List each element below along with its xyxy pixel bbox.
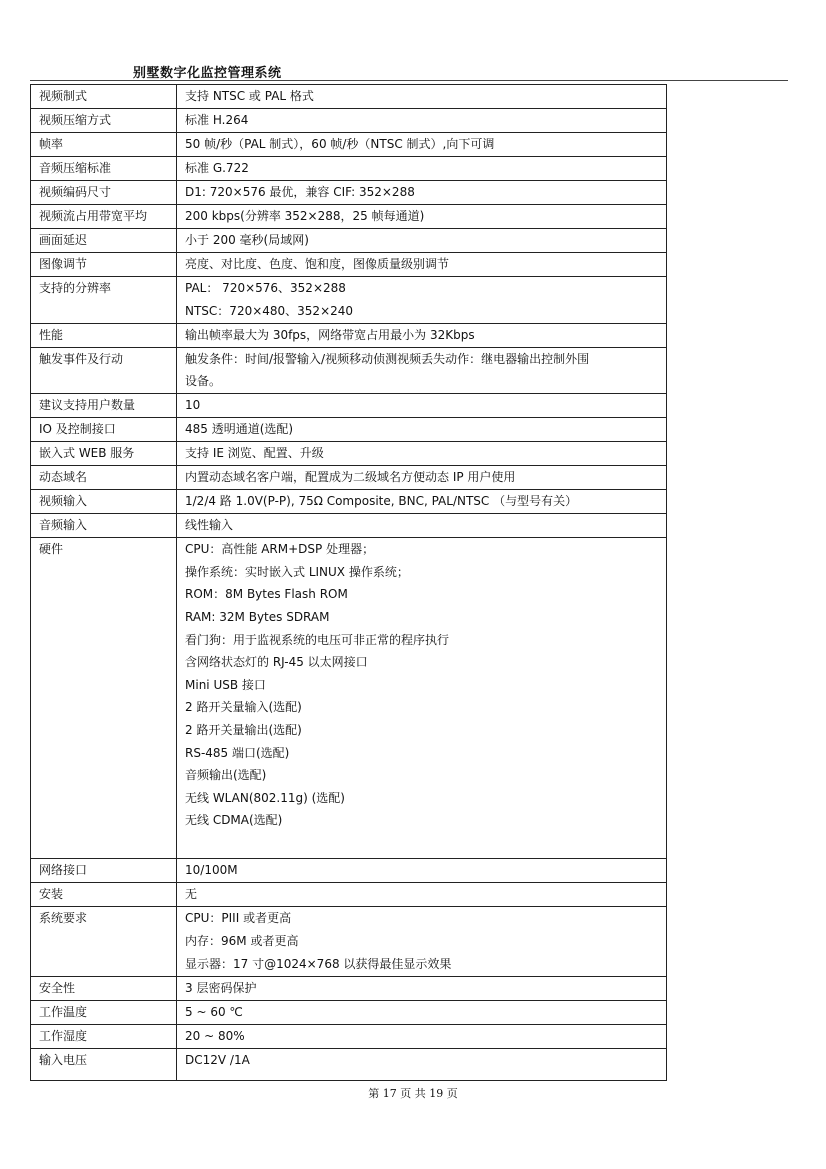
spec-value-line: RS-485 端口(选配) [185,745,290,760]
page-number: 第 17 页 共 19 页 [368,1087,458,1100]
spec-label: 系统要求 [31,907,177,976]
table-row [31,514,667,538]
spec-value [177,229,667,253]
spec-value-line: CPU：高性能 ARM+DSP 处理器； [185,542,375,557]
spec-value-line: DC12V /1A [185,1052,250,1067]
spec-label: 音频输入 [31,514,177,538]
spec-value-line: 200 kbps(分辨率 352×288，25 帧每通道) [185,209,425,223]
spec-value-line: 5 ~ 60 ℃ [185,1004,243,1019]
spec-value-line: 无线 CDMA(选配) [185,813,283,828]
spec-value-line: 2 路开关量输入(选配) [185,700,302,715]
table-row [31,394,667,418]
spec-value [177,157,667,181]
spec-label: 安全性 [31,976,177,1000]
spec-value-line: NTSC：720×480、352×240 [185,303,354,318]
table-row [31,181,667,205]
spec-label: 视频制式 [31,85,177,109]
spec-value-line: Mini USB 接口 [185,677,266,692]
spec-label: 硬件 [31,538,177,859]
spec-value [177,976,667,1000]
spec-label: 视频输入 [31,490,177,514]
table-row [31,538,667,859]
spec-value [177,85,667,109]
spec-label: 图像调节 [31,253,177,277]
spec-label: 支持的分辨率 [31,277,177,324]
spec-value-line: 看门狗：用于监视系统的电压可非正常的程序执行 [185,632,450,647]
spec-value-line: 触发条件：时间/报警输入/视频移动侦测视频丢失动作：继电器输出控制外围 [185,351,590,366]
spec-value [177,907,667,976]
spec-value-line: 输出帧率最大为 30fps，网络带宽占用最小为 32Kbps [185,327,475,342]
spec-label: 画面延迟 [31,229,177,253]
spec-value-line: 标准 G.722 [185,161,249,175]
spec-value-line: 支持 IE 浏览、配置、升级 [185,446,324,461]
table-row [31,442,667,466]
table-row [31,1000,667,1024]
spec-value [177,347,667,394]
spec-value [177,538,667,859]
spec-value-line: 2 路开关量输出(选配) [185,722,302,737]
table-row [31,229,667,253]
spec-label: 视频压缩方式 [31,109,177,133]
table-row [31,347,667,394]
spec-value [177,883,667,907]
table-row [31,323,667,347]
spec-value-line: 485 透明通道(选配) [185,422,294,437]
document-header-title: 别墅数字化监控管理系统 [133,66,282,81]
spec-value-line: 1/2/4 路 1.0V(P-P), 75Ω Composite, BNC, PAL/NTSC （与型号有关） [185,494,578,509]
spec-value-line: 音频输出(选配) [185,768,267,783]
spec-value-line: 显示器：17 寸@1024×768 以获得最佳显示效果 [185,956,452,971]
spec-label: 性能 [31,323,177,347]
spec-label: 嵌入式 WEB 服务 [31,442,177,466]
table-row [31,109,667,133]
spec-value-line: 含网络状态灯的 RJ-45 以太网接口 [185,655,368,670]
spec-value-line: 亮度、对比度、色度、饱和度，图像质量级别调节 [185,257,450,271]
spec-value [177,490,667,514]
spec-value-line: 操作系统：实时嵌入式 LINUX 操作系统； [185,564,409,579]
table-row [31,859,667,883]
table-row [31,466,667,490]
spec-value [177,466,667,490]
spec-value [177,514,667,538]
spec-label: 工作湿度 [31,1024,177,1048]
spec-value [177,253,667,277]
table-row [31,205,667,229]
table-row [31,253,667,277]
table-row [31,1024,667,1048]
spec-value [177,1000,667,1024]
table-row [31,1048,667,1080]
spec-value [177,109,667,133]
spec-value-line: 10/100M [185,863,238,878]
spec-value-line: RAM: 32M Bytes SDRAM [185,609,330,624]
table-row [31,85,667,109]
spec-label: 音频压缩标准 [31,157,177,181]
spec-value [177,859,667,883]
spec-value [177,1024,667,1048]
table-row [31,976,667,1000]
table-row [31,490,667,514]
spec-label: IO 及控制接口 [31,418,177,442]
spec-value-line: 内存：96M 或者更高 [185,933,299,948]
spec-value-line: D1: 720×576 最优，兼容 CIF: 352×288 [185,185,415,199]
spec-value [177,442,667,466]
spec-label: 建议支持用户数量 [31,394,177,418]
spec-label: 工作温度 [31,1000,177,1024]
spec-value-line: 无线 WLAN(802.11g) (选配) [185,790,345,805]
table-row [31,907,667,976]
spec-value-line: 支持 NTSC 或 PAL 格式 [185,89,314,103]
spec-value-line: 20 ~ 80% [185,1028,245,1043]
spec-value-line: 线性输入 [185,518,234,533]
spec-value-line: PAL： 720×576、352×288 [185,281,346,295]
spec-value [177,277,667,324]
spec-label: 安装 [31,883,177,907]
spec-value-line: 10 [185,398,201,413]
spec-value-line: 3 层密码保护 [185,980,257,995]
spec-label: 触发事件及行动 [31,347,177,394]
spec-value-line: 标准 H.264 [185,113,249,127]
header-divider [30,80,788,81]
spec-label: 视频编码尺寸 [31,181,177,205]
spec-value [177,181,667,205]
spec-table [30,84,667,1081]
spec-value [177,133,667,157]
spec-value-line: 无 [185,887,198,902]
spec-value-line: 小于 200 毫秒(局域网) [185,233,309,247]
spec-value-line: 内置动态域名客户端，配置成为二级域名方便动态 IP 用户使用 [185,470,516,485]
table-row [31,133,667,157]
spec-label: 视频流占用带宽平均 [31,205,177,229]
spec-value-line: CPU：PIII 或者更高 [185,911,292,926]
spec-value [177,1048,667,1080]
spec-label: 动态域名 [31,466,177,490]
table-row [31,418,667,442]
table-row [31,157,667,181]
table-row [31,277,667,324]
spec-value [177,394,667,418]
spec-value [177,205,667,229]
spec-label: 帧率 [31,133,177,157]
spec-value [177,418,667,442]
table-row [31,883,667,907]
spec-value-line: ROM：8M Bytes Flash ROM [185,587,348,602]
spec-value [177,323,667,347]
spec-label: 输入电压 [31,1048,177,1080]
spec-table-body [31,85,667,1081]
spec-label: 网络接口 [31,859,177,883]
spec-value-line: 50 帧/秒（PAL 制式），60 帧/秒（NTSC 制式）,向下可调 [185,137,495,151]
spec-value-line: 设备。 [185,374,222,389]
